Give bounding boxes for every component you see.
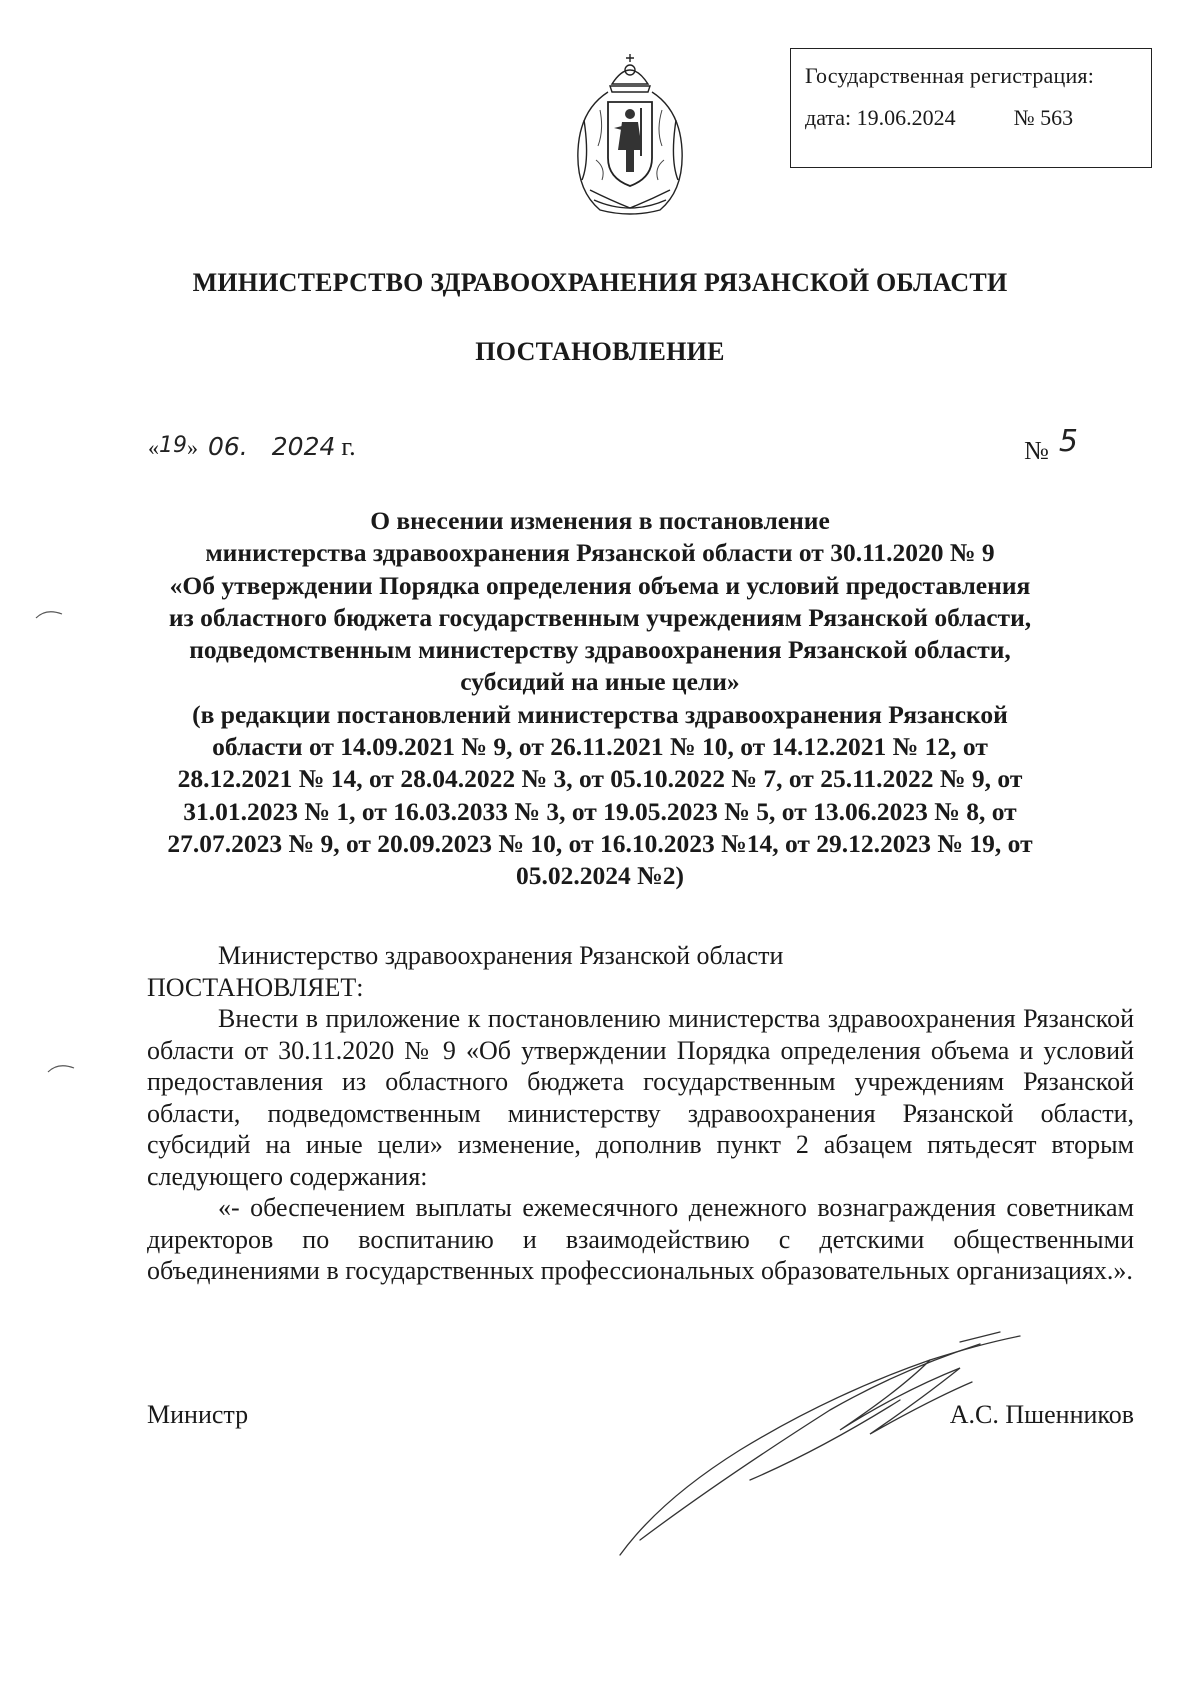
date-day: 19 (159, 433, 187, 458)
body-paragraph: Внести в приложение к постановлению министерства здравоохранения Рязанской области от 30.11.2020 № 9 «Об утверждении Порядка определения объема и условий предоставления из областного бюджета государственным учреждениям Рязанской области, подведомственным министерству здравоохранения Рязанской области, субсидий на иные цели» изменение, дополнив пункт 2 абзацем пятьдесят вторым следующего содержания: (147, 1004, 1134, 1191)
registration-title: Государственная регистрация: (805, 63, 1095, 88)
subject-line: министерства здравоохранения Рязанской области от 30.11.2020 № 9 (205, 538, 995, 568)
subject-line: 27.07.2023 № 9, от 20.09.2023 № 10, от 16.10.2023 №14, от 29.12.2023 № 19, от (167, 828, 1033, 858)
resolves-line: ПОСТАНОВЛЯЕТ: (147, 972, 364, 1002)
document-subject (150, 505, 1050, 893)
document-number (1024, 424, 1078, 467)
registration-date: дата: 19.06.2024 (805, 105, 956, 130)
registration-stamp (790, 48, 1152, 168)
document-type: ПОСТАНОВЛЕНИЕ (475, 337, 725, 366)
registration-details (805, 105, 1151, 131)
body-paragraph: «- обеспечением выплаты ежемесячного денежного вознаграждения советникам директоров по воспитанию и взаимодействию с детскими общественными объединениями в государственных профессиональных образовательных организациях.». (147, 1193, 1134, 1285)
handwritten-signature (600, 1330, 1030, 1560)
date-year-suffix: г. (341, 432, 356, 461)
subject-line: (в редакции постановлений министерства здравоохранения Рязанской (192, 699, 1008, 729)
subject-line: О внесении изменения в постановление (370, 506, 830, 535)
subject-line: подведомственным министерству здравоохранения Рязанской области, (189, 635, 1011, 665)
subject-line: субсидий на иные цели» (460, 667, 740, 697)
date-open-quote: « (148, 435, 159, 460)
coat-of-arms-emblem (570, 50, 690, 218)
registration-number: № 563 (1013, 105, 1074, 130)
date-close-quote: » (187, 435, 198, 460)
date-year: 2024 (271, 432, 336, 461)
subject-line: из областного бюджета государственным учреждениям Рязанской области, (168, 602, 1032, 632)
date-month: 06. (208, 432, 248, 461)
issuer-line: Министерство здравоохранения Рязанской области (218, 941, 784, 970)
subject-line: «Об утверждении Порядка определения объема и условий предоставления (169, 570, 1031, 600)
subject-line: 31.01.2023 № 1, от 16.03.2033 № 3, от 19.05.2023 № 5, от 13.06.2023 № 8, от (183, 796, 1017, 826)
margin-mark (46, 1060, 76, 1076)
subject-line: 05.02.2024 №2) (516, 861, 684, 891)
subject-line: области от 14.09.2021 № 9, от 26.11.2021 № 10, от 14.12.2021 № 12, от (212, 732, 988, 762)
subject-line: 28.12.2021 № 14, от 28.04.2022 № 3, от 05.10.2022 № 7, от 25.11.2022 № 9, от (177, 764, 1023, 794)
signer-name: А.С. Пшенников (949, 1400, 1134, 1429)
number-sign: № (1024, 436, 1049, 465)
document-body (147, 940, 1134, 1287)
signer-position: Министр (147, 1400, 249, 1429)
margin-mark (34, 606, 64, 622)
number-value: 5 (1058, 424, 1078, 459)
ministry-name: МИНИСТЕРСТВО ЗДРАВООХРАНЕНИЯ РЯЗАНСКОЙ ОБЛАСТИ (192, 268, 1008, 297)
date-number-line (148, 424, 1088, 472)
